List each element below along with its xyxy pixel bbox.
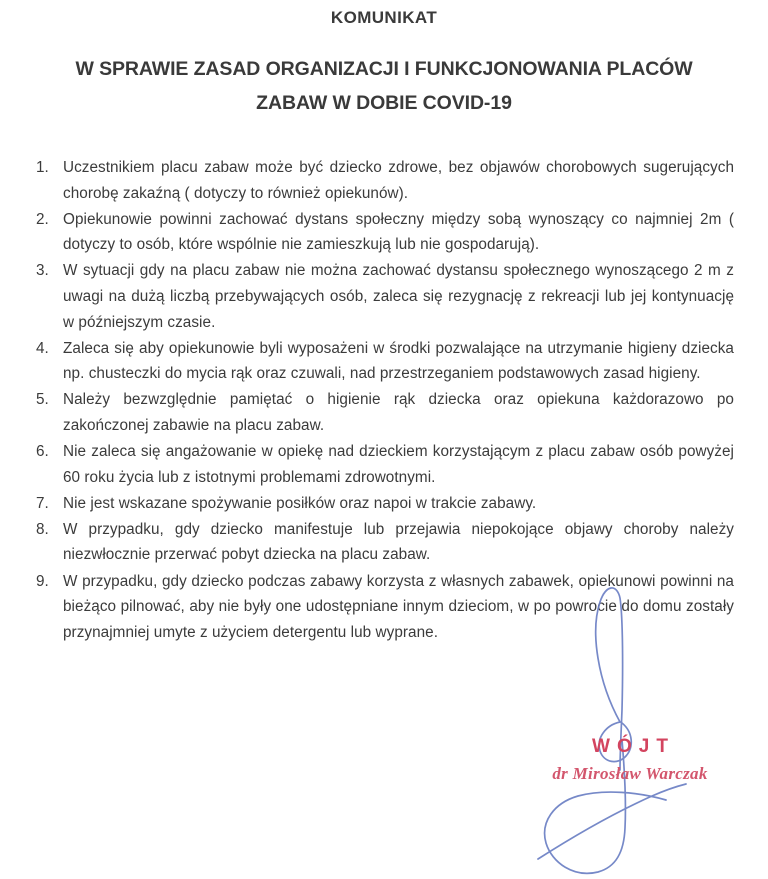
- list-item-text: W przypadku, gdy dziecko manifestuje lub przejawia niepokojące objawy choroby należy niezwłocznie przerwać pobyt dziecka na placu zabaw.: [63, 520, 734, 564]
- list-item: [36, 491, 734, 517]
- list-item: [36, 207, 734, 258]
- signature-block: [470, 560, 768, 879]
- list-item: [36, 336, 734, 387]
- stamp-name: dr Mirosław Warczak: [552, 764, 708, 783]
- list-item-number: 9.: [36, 572, 49, 590]
- document-heading: [0, 6, 768, 120]
- official-stamp: [510, 736, 750, 784]
- list-item-number: 5.: [36, 391, 49, 409]
- page-title: KOMUNIKAT: [330, 8, 438, 27]
- stamp-title: WÓJT: [592, 736, 675, 757]
- handwritten-signature: [470, 560, 768, 879]
- list-item: [36, 439, 734, 490]
- list-item-text: Należy bezwzględnie pamiętać o higienie rąk dziecka oraz opiekuna każdorazowo po zakończonej zabawie na placu zabaw.: [63, 391, 734, 434]
- list-item: [36, 258, 734, 335]
- list-item: [36, 387, 734, 438]
- list-item-number: 7.: [36, 494, 49, 512]
- list-item-number: 4.: [36, 339, 49, 357]
- list-item-number: 8.: [36, 520, 49, 538]
- list-item-number: 1.: [36, 159, 49, 176]
- page-subtitle: W SPRAWIE ZASAD ORGANIZACJI I FUNKCJONOWANIA PLACÓW ZABAW W DOBIE COVID-19: [75, 58, 693, 114]
- list-item-text: W sytuacji gdy na placu zabaw nie można zachować dystansu społecznego wynoszącego 2 m z uwagi na dużą liczbą przebywających osób, zaleca się rezygnację z rekreacji lub jej kontynuację w późniejszym czasie.: [63, 262, 734, 331]
- list-item-text: Nie jest wskazane spożywanie posiłków oraz napoi w trakcie zabawy.: [63, 494, 537, 512]
- list-item-text: Nie zaleca się angażowanie w opiekę nad dzieckiem korzystającym z placu zabaw osób powyżej 60 roku życia lub z istotnymi problemami zdrowotnymi.: [63, 443, 734, 486]
- list-item-text: Zaleca się aby opiekunowie byli wyposażeni w środki pozwalające na utrzymanie higieny dziecka np. chusteczki do mycia rąk oraz czuwali, nad przestrzeganiem podstawowych zasad higieny.: [63, 339, 734, 383]
- list-item-text: Uczestnikiem placu zabaw może być dziecko zdrowe, bez objawów chorobowych sugerujących chorobę zakaźną ( dotyczy to również opiekunów).: [63, 159, 734, 202]
- list-item-number: 3.: [36, 262, 49, 280]
- list-item-number: 2.: [36, 210, 49, 228]
- list-item-number: 6.: [36, 443, 49, 461]
- list-item: [36, 155, 734, 206]
- list-item-text: W przypadku, gdy dziecko podczas zabawy korzysta z własnych zabawek, opiekunowi powinni na bieżąco pilnować, aby nie były one udostępniane innym dzieciom, w po powrocie do domu zostały przynajmniej umyte z użyciem detergentu lub wyprane.: [63, 572, 734, 641]
- list-item-text: Opiekunowie powinni zachować dystans społeczny między sobą wynoszący co najmniej 2m ( dotyczy to osób, które wspólnie nie zamieszkują lub nie gospodarują).: [63, 210, 734, 254]
